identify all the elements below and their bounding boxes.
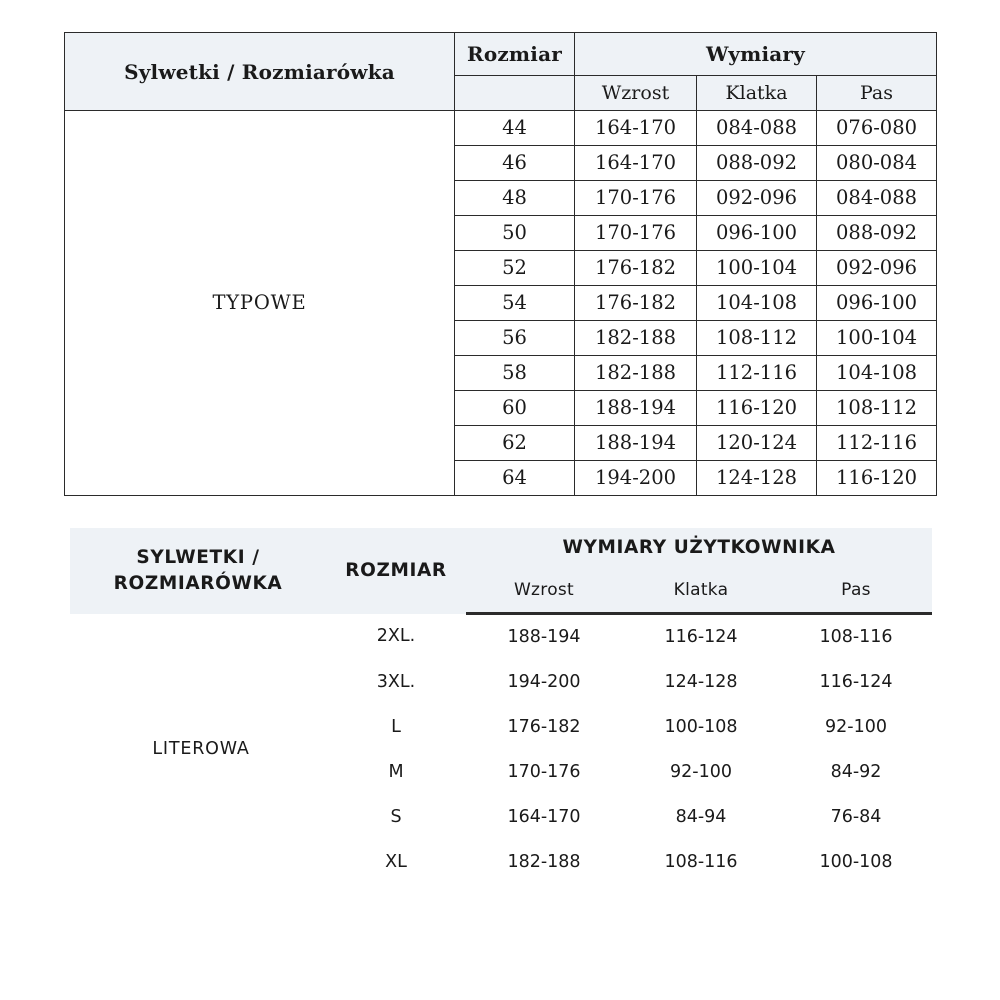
typowe-header-height: Wzrost [575,76,697,111]
literowa-header-row-main [70,528,932,568]
literowa-chest-cell: 92-100 [622,750,780,795]
literowa-header-silhouette-line1: SYLWETKI / [136,546,260,568]
typowe-header-row-main [65,33,937,76]
typowe-size-cell: 52 [455,251,575,286]
literowa-waist-cell: 116-124 [780,660,932,705]
typowe-height-cell: 170-176 [575,181,697,216]
typowe-header-size: Rozmiar [455,33,575,76]
table-row [70,614,932,661]
literowa-height-cell: 194-200 [466,660,622,705]
typowe-header-silhouette: Sylwetki / Rozmiarówka [65,33,455,111]
literowa-size-cell: 3XL. [326,660,466,705]
typowe-chest-cell: 084-088 [697,111,817,146]
typowe-chest-cell: 116-120 [697,391,817,426]
literowa-chest-cell: 84-94 [622,795,780,840]
typowe-waist-cell: 108-112 [817,391,937,426]
literowa-height-cell: 176-182 [466,705,622,750]
typowe-silhouette-label: TYPOWE [65,111,455,496]
typowe-header-size-blank [455,76,575,111]
typowe-size-cell: 46 [455,146,575,181]
literowa-header-waist: Pas [780,568,932,614]
literowa-chest-cell: 100-108 [622,705,780,750]
literowa-size-cell: S [326,795,466,840]
literowa-header-silhouette-line2: ROZMIARÓWKA [113,572,283,594]
literowa-header-measures: WYMIARY UŻYTKOWNIKA [466,528,932,568]
literowa-header-chest: Klatka [622,568,780,614]
typowe-chest-cell: 120-124 [697,426,817,461]
typowe-waist-cell: 088-092 [817,216,937,251]
typowe-size-cell: 64 [455,461,575,496]
typowe-table-container [64,32,936,496]
typowe-table-head [65,33,937,111]
typowe-waist-cell: 096-100 [817,286,937,321]
literowa-height-cell: 170-176 [466,750,622,795]
typowe-size-cell: 58 [455,356,575,391]
literowa-size-cell: 2XL. [326,614,466,661]
typowe-height-cell: 176-182 [575,286,697,321]
typowe-height-cell: 170-176 [575,216,697,251]
literowa-table-head [70,528,932,614]
literowa-height-cell: 164-170 [466,795,622,840]
literowa-height-cell: 188-194 [466,614,622,661]
typowe-chest-cell: 108-112 [697,321,817,356]
typowe-size-cell: 48 [455,181,575,216]
literowa-table-container [70,528,932,885]
typowe-size-table [64,32,937,496]
typowe-height-cell: 176-182 [575,251,697,286]
literowa-size-cell: M [326,750,466,795]
table-row [65,111,937,146]
typowe-height-cell: 182-188 [575,321,697,356]
typowe-chest-cell: 092-096 [697,181,817,216]
literowa-size-table [70,528,932,885]
typowe-height-cell: 188-194 [575,391,697,426]
typowe-size-cell: 50 [455,216,575,251]
typowe-table-body [65,111,937,496]
typowe-size-cell: 62 [455,426,575,461]
literowa-waist-cell: 100-108 [780,840,932,885]
literowa-header-silhouette [70,528,326,614]
typowe-header-measures: Wymiary [575,33,937,76]
literowa-size-cell: L [326,705,466,750]
typowe-waist-cell: 116-120 [817,461,937,496]
typowe-header-chest: Klatka [697,76,817,111]
typowe-waist-cell: 112-116 [817,426,937,461]
literowa-header-height: Wzrost [466,568,622,614]
literowa-waist-cell: 108-116 [780,614,932,661]
literowa-header-size: ROZMIAR [326,528,466,614]
typowe-chest-cell: 124-128 [697,461,817,496]
typowe-height-cell: 194-200 [575,461,697,496]
literowa-height-cell: 182-188 [466,840,622,885]
typowe-chest-cell: 112-116 [697,356,817,391]
typowe-size-cell: 44 [455,111,575,146]
literowa-chest-cell: 116-124 [622,614,780,661]
typowe-waist-cell: 092-096 [817,251,937,286]
literowa-silhouette-label: LITEROWA [70,614,326,886]
typowe-header-waist: Pas [817,76,937,111]
literowa-chest-cell: 124-128 [622,660,780,705]
typowe-size-cell: 56 [455,321,575,356]
literowa-table-body [70,614,932,886]
typowe-waist-cell: 076-080 [817,111,937,146]
typowe-height-cell: 182-188 [575,356,697,391]
literowa-chest-cell: 108-116 [622,840,780,885]
typowe-size-cell: 54 [455,286,575,321]
literowa-waist-cell: 84-92 [780,750,932,795]
typowe-waist-cell: 100-104 [817,321,937,356]
typowe-chest-cell: 088-092 [697,146,817,181]
typowe-waist-cell: 104-108 [817,356,937,391]
literowa-size-cell: XL [326,840,466,885]
typowe-height-cell: 188-194 [575,426,697,461]
typowe-height-cell: 164-170 [575,111,697,146]
literowa-waist-cell: 92-100 [780,705,932,750]
typowe-waist-cell: 080-084 [817,146,937,181]
typowe-size-cell: 60 [455,391,575,426]
typowe-chest-cell: 100-104 [697,251,817,286]
literowa-waist-cell: 76-84 [780,795,932,840]
typowe-waist-cell: 084-088 [817,181,937,216]
typowe-height-cell: 164-170 [575,146,697,181]
typowe-chest-cell: 104-108 [697,286,817,321]
typowe-chest-cell: 096-100 [697,216,817,251]
